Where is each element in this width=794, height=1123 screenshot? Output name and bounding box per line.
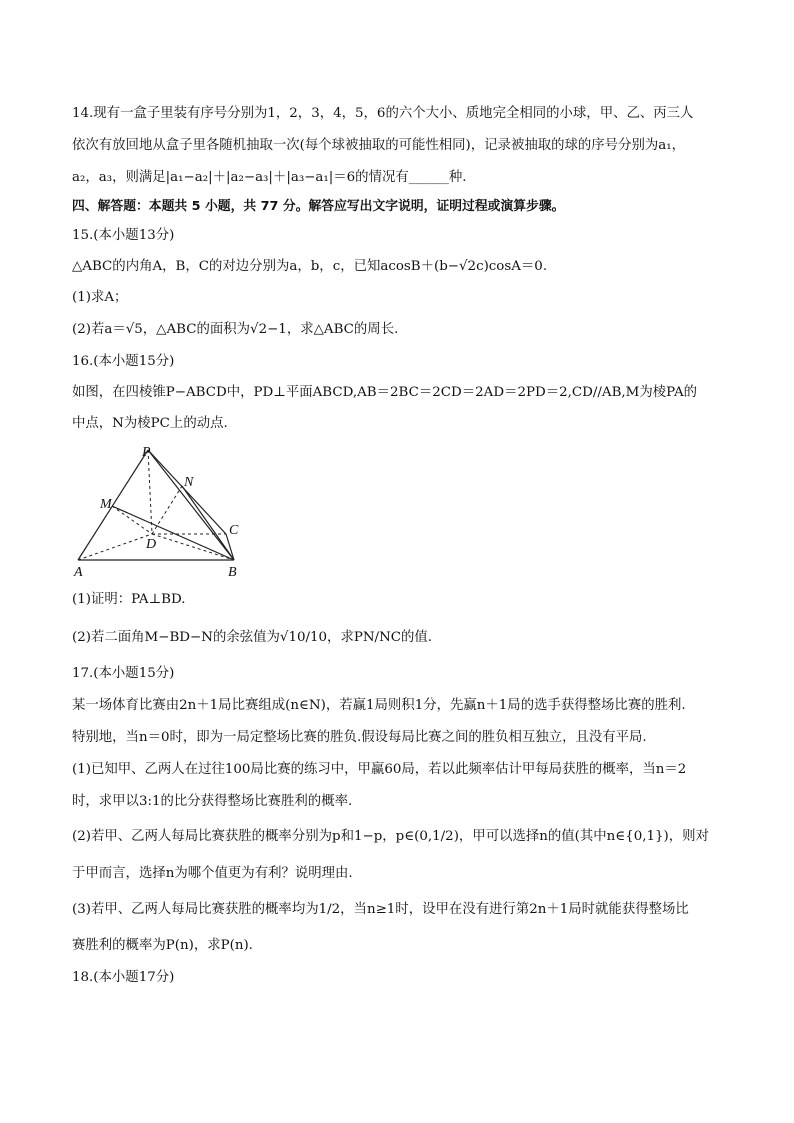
edge-DN	[152, 486, 182, 534]
edge-AD	[78, 534, 152, 560]
label-C: C	[229, 523, 239, 538]
edge-PB	[148, 450, 234, 560]
text-line: 18.(本小题17分)	[72, 970, 175, 985]
label-A: A	[74, 565, 83, 580]
text-line: 15.(本小题13分)	[72, 228, 175, 243]
text-line: (3)若甲、乙两人每局比赛获胜的概率均为1/2，当n≥1时，设甲在没有进行第2n＋1局时就能获得整场比	[72, 902, 689, 917]
text-line: 14.现有一盒子里装有序号分别为1，2，3，4，5，6的六个大小、质地完全相同的小球，甲、乙、丙三人	[72, 106, 694, 121]
text-line: (1)已知甲、乙两人在过往100局比赛的练习中，甲赢60局，若以此频率估计甲每局获胜的概率，当n＝2	[72, 762, 687, 777]
text-line: (2)若甲、乙两人每局比赛获胜的概率分别为p和1−p，p∈(0,1/2)，甲可以选择n的值(其中n∈{0,1})，则对	[72, 829, 709, 844]
edge-DB	[152, 534, 234, 560]
text-line: 某一场体育比赛由2n＋1局比赛组成(n∈N)，若赢1局则积1分，先赢n＋1局的选手获得整场比赛的胜利.	[72, 698, 686, 713]
text-line: △ABC的内角A，B，C的对边分别为a，b，c，已知acosB＋(b−√2c)cosA＝0.	[72, 259, 548, 274]
label-P: P	[142, 445, 151, 460]
text-line: 四、解答题：本题共 5 小题，共 77 分。解答应写出文字说明，证明过程或演算步骤。	[72, 199, 565, 214]
edge-PA	[78, 450, 148, 560]
text-line: (1)求A；	[72, 290, 128, 305]
text-line: 赛胜利的概率为P(n)，求P(n).	[72, 938, 253, 953]
text-line: a₂，a₃，则满足|a₁−a₂|＋|a₂−a₃|＋|a₃−a₁|＝6的情况有______种.	[72, 170, 467, 185]
text-line: 16.(本小题15分)	[72, 354, 175, 369]
label-N: N	[184, 475, 194, 490]
text-line: 时，求甲以3:1的比分获得整场比赛胜利的概率.	[72, 794, 353, 809]
pyramid-diagram	[72, 442, 252, 580]
text-line: (1)证明：PA⊥BD.	[72, 592, 186, 607]
text-line: 依次有放回地从盒子里各随机抽取一次(每个球被抽取的可能性相同)，记录被抽取的球的序号分别为a₁，	[72, 138, 685, 153]
text-line: 特别地，当n＝0时，即为一局定整场比赛的胜负.假设每局比赛之间的胜负相互独立，且没有平局.	[72, 730, 647, 745]
label-D: D	[146, 537, 157, 552]
edge-PD	[148, 450, 152, 534]
text-line: 于甲而言，选择n为哪个值更为有利？说明理由.	[72, 866, 353, 881]
label-M: M	[100, 497, 112, 512]
text-line: 中点，N为棱PC上的动点.	[72, 416, 228, 431]
text-line: 17.(本小题15分)	[72, 666, 175, 681]
text-line: (2)若a＝√5，△ABC的面积为√2−1，求△ABC的周长.	[72, 322, 399, 337]
edge-MD	[112, 506, 152, 534]
text-line: (2)若二面角M−BD−N的余弦值为√10/10，求PN/NC的值.	[72, 630, 433, 645]
pyramid-figure	[72, 442, 252, 580]
text-line: 如图，在四棱锥P−ABCD中，PD⊥平面ABCD,AB＝2BC＝2CD＝2AD＝2PD＝2,CD//AB,M为棱PA的	[72, 385, 698, 400]
label-B: B	[228, 565, 237, 580]
